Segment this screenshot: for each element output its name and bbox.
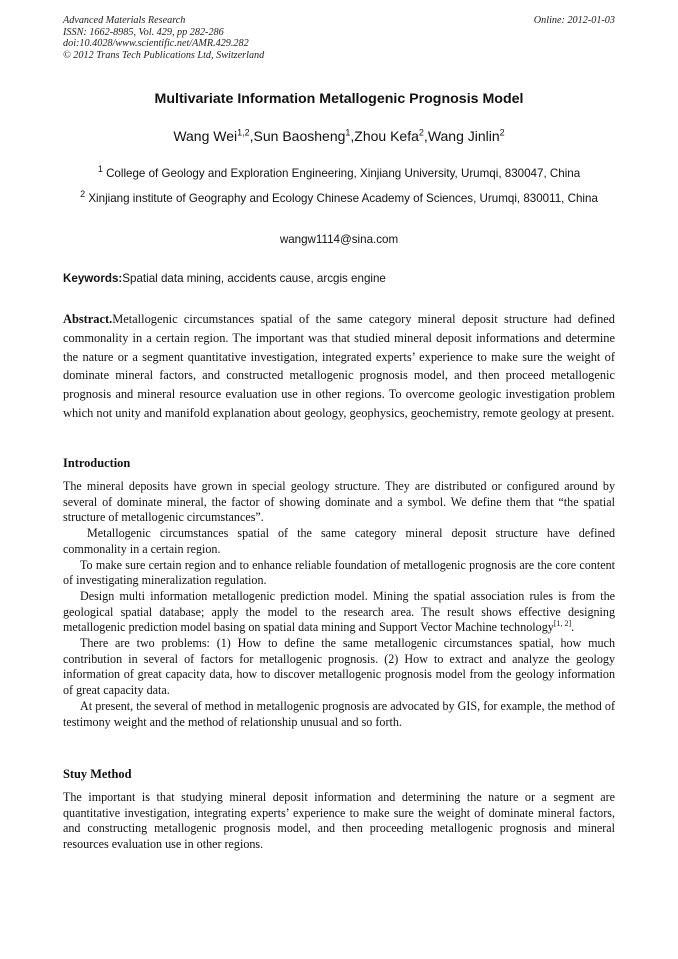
doi-line: doi:10.4028/www.scientific.net/AMR.429.282 xyxy=(63,38,249,50)
paragraph: The mineral deposits have grown in special geology structure. They are distributed or configured around by several of dominate mineral, the factor of showing dominate and a symbol. We define them that “the spatial structure of metallogenic circumstances”. xyxy=(63,479,615,525)
paragraph-text: Design multi information metallogenic prediction model. Mining the spatial association rules is from the geological spatial database; apply the model to the research area. The result shows effective designing metallogenic prediction model basing on spatial data mining and Support Vector Machine technology xyxy=(63,588,615,635)
paragraph xyxy=(63,589,615,636)
paper-title: Multivariate Information Metallogenic Prognosis Model xyxy=(154,91,524,107)
author-separator: , xyxy=(423,128,428,144)
keywords-text: Spatial data mining, accidents cause, arcgis engine xyxy=(122,272,386,285)
author-list xyxy=(63,128,615,144)
citation-ref[interactable]: [1, 2] xyxy=(553,619,572,629)
paragraph: To make sure certain region and to enhance reliable foundation of metallogenic prognosis are the core content of investigating mineralization regulation. xyxy=(63,557,615,588)
author-affiliation-mark: 2 xyxy=(418,127,424,138)
introduction-body xyxy=(63,479,615,730)
paragraph: There are two problems: (1) How to define the same metallogenic circumstances spatial, how much contribution in several of factors for metallogenic prognosis. (2) How to extract and analyze the geology information of great capacity data, how to discover metallogenic prognosis model from the geology information of great capacity data. xyxy=(63,636,615,698)
journal-name: Advanced Materials Research xyxy=(63,15,186,26)
affiliation-number: 2 xyxy=(80,189,86,200)
author-email[interactable]: wangw1114@sina.com xyxy=(279,233,399,246)
abstract-label: Abstract. xyxy=(63,312,113,326)
method-heading: Stuy Method xyxy=(63,767,132,781)
affiliation-text: College of Geology and Exploration Engineering, Xinjiang University, Urumqi, 830047, China xyxy=(106,167,581,180)
keywords-label: Keywords: xyxy=(63,272,123,285)
method-body xyxy=(63,790,615,853)
author-affiliation-mark: 1,2 xyxy=(237,127,250,138)
author-separator: , xyxy=(249,128,254,144)
paragraph: The important is that studying mineral deposit information and determining the nature or a segment are quantitative investigation, integrating experts’ experience to make sure the weight of dominate mineral factors, and constructing metallogenic prognosis model, and then proceeding metallogenic prognosis and mineral resources evaluation use in other regions. xyxy=(63,790,615,852)
issn-line: ISSN: 1662-8985, Vol. 429, pp 282-286 xyxy=(63,26,224,38)
copyright-line: © 2012 Trans Tech Publications Ltd, Switzerland xyxy=(63,49,265,61)
keywords xyxy=(63,272,615,285)
paragraph: Metallogenic circumstances spatial of the same category mineral deposit structure have defined commonality in a certain region. xyxy=(63,526,615,556)
online-date: Online: 2012-01-03 xyxy=(533,15,615,26)
author-affiliation-mark: 2 xyxy=(499,127,505,138)
affiliation-2 xyxy=(63,189,615,208)
introduction-heading: Introduction xyxy=(63,456,131,470)
abstract xyxy=(63,310,615,423)
author-name: Zhou Kefa xyxy=(354,128,419,144)
author-separator: , xyxy=(350,128,355,144)
author-affiliation-mark: 1 xyxy=(345,127,351,138)
journal-header xyxy=(63,15,615,61)
abstract-text: Metallogenic circumstances spatial of the same category mineral deposit structure had defined commonality in a certain region. The important was that studied mineral deposit informations and determine the nature or a segment quantitative investigation, integrated experts’ experience to make sure the weight of dominate mineral factors, and constructed metallogenic prognosis model, and then proceed metallogenic prognosis and mineral resource evaluation use in other regions. To overcome geologic investigation problem which not unity and manifold explanation about geology, geophysics, geochemistry, remote geology at present. xyxy=(63,312,615,420)
affiliation-number: 1 xyxy=(97,164,103,175)
author-name: Wang Jinlin xyxy=(427,128,500,144)
paragraph-end: . xyxy=(571,620,575,635)
affiliation-text: Xinjiang institute of Geography and Ecology Chinese Academy of Sciences, Urumqi, 830011, China xyxy=(88,192,598,205)
author-name: Wang Wei xyxy=(173,128,238,144)
affiliation-1 xyxy=(63,164,615,183)
author-name: Sun Baosheng xyxy=(253,128,346,144)
paragraph: At present, the several of method in metallogenic prognosis are advocated by GIS, for example, the method of testimony weight and the method of relationship unusual and so forth. xyxy=(63,698,615,729)
